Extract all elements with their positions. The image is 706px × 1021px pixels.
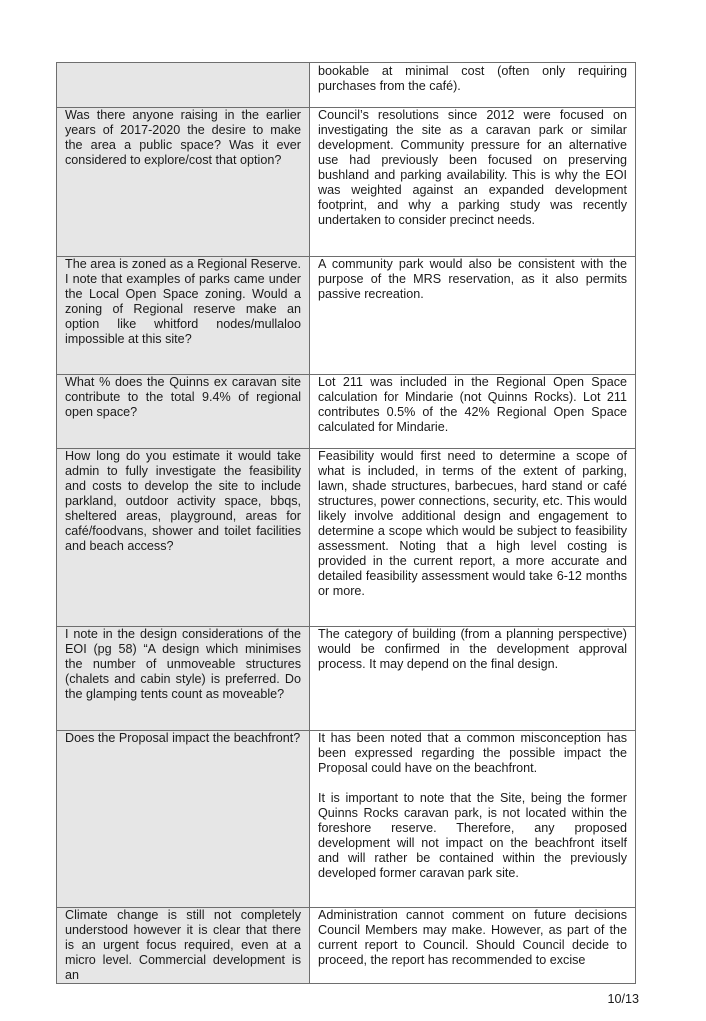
question-text: Climate change is still not completely understood however it is clear that there is an urgent focus required, even at a micro level. Commercial development is an [65,908,301,982]
table-row [57,908,636,984]
answer-paragraph: Lot 211 was included in the Regional Open Space calculation for Mindarie (not Quinns Rocks). Lot 211 contributes 0.5% of the 42% Regional Open Space calculated for Mindarie. [318,375,627,434]
table-row [57,375,636,449]
answer-paragraph: Feasibility would first need to determine a scope of what is included, in terms of the extent of parking, lawn, shade structures, barbecues, hard stand or café structures, power connections, security, etc. This would likely involve additional design and engagement to determine a scope which would be subject to feasibility assessment. Noting that a high level costing is provided in the current report, a more accurate and detailed feasibility assessment would take 6-12 months or more. [318,449,627,598]
answer-paragraph: Council’s resolutions since 2012 were focused on investigating the site as a caravan park or similar development. Community pressure for an alternative use had previously been focused on preserving bushland and parking availability. This is why the EOI was weighted against an expanded development footprint, and why a parking study was recently undertaken to consider precinct needs. [318,108,627,227]
answer-cell [310,449,636,627]
question-text: Does the Proposal impact the beachfront? [65,731,301,745]
answer-cell [310,375,636,449]
question-cell [57,731,310,908]
table-row [57,731,636,908]
answer-cell [310,108,636,257]
table-row [57,449,636,627]
answer-paragraph: bookable at minimal cost (often only requiring purchases from the café). [318,64,627,93]
answer-cell [310,731,636,908]
table-row [57,108,636,257]
question-text: What % does the Quinns ex caravan site contribute to the total 9.4% of regional open space? [65,375,301,419]
table-row [57,63,636,108]
question-text: The area is zoned as a Regional Reserve. I note that examples of parks came under the Local Open Space zoning. Would a zoning of Regional reserve make an option like whitford nodes/mullaloo impossible at this site? [65,257,301,346]
answer-cell [310,908,636,984]
question-cell [57,449,310,627]
question-cell [57,257,310,375]
question-cell [57,908,310,984]
answer-paragraph: It is important to note that the Site, being the former Quinns Rocks caravan park, is not located within the foreshore reserve. Therefore, any proposed development will not impact on the beachfront itself and will rather be contained within the previously developed former caravan park site. [318,791,627,880]
page-number: 10/13 [607,992,639,1006]
answer-paragraph: Administration cannot comment on future decisions Council Members may make. However, as part of the current report to Council. Should Council decide to proceed, the report has recommended to excise [318,908,627,967]
question-cell [57,108,310,257]
table-row [57,627,636,731]
question-text: I note in the design considerations of the EOI (pg 58) “A design which minimises the number of unmoveable structures (chalets and cabin style) is preferred. Do the glamping tents count as moveable? [65,627,301,701]
table-row [57,257,636,375]
question-cell [57,375,310,449]
question-text: How long do you estimate it would take admin to fully investigate the feasibility and costs to develop the site to include parkland, outdoor activity space, bbqs, sheltered areas, playground, areas for café/foodvans, shower and toilet facilities and beach access? [65,449,301,553]
answer-paragraph: It has been noted that a common misconception has been expressed regarding the possible impact the Proposal could have on the beachfront. [318,731,627,775]
answer-paragraph: The category of building (from a planning perspective) would be confirmed in the development approval process. It may depend on the final design. [318,627,627,671]
question-cell [57,627,310,731]
answer-cell [310,627,636,731]
question-cell [57,63,310,108]
answer-paragraph: A community park would also be consistent with the purpose of the MRS reservation, as it also permits passive recreation. [318,257,627,301]
question-text: Was there anyone raising in the earlier years of 2017-2020 the desire to make the area a public space? Was it ever considered to explore/cost that option? [65,108,301,167]
answer-cell [310,257,636,375]
qa-table [56,62,636,984]
answer-cell [310,63,636,108]
